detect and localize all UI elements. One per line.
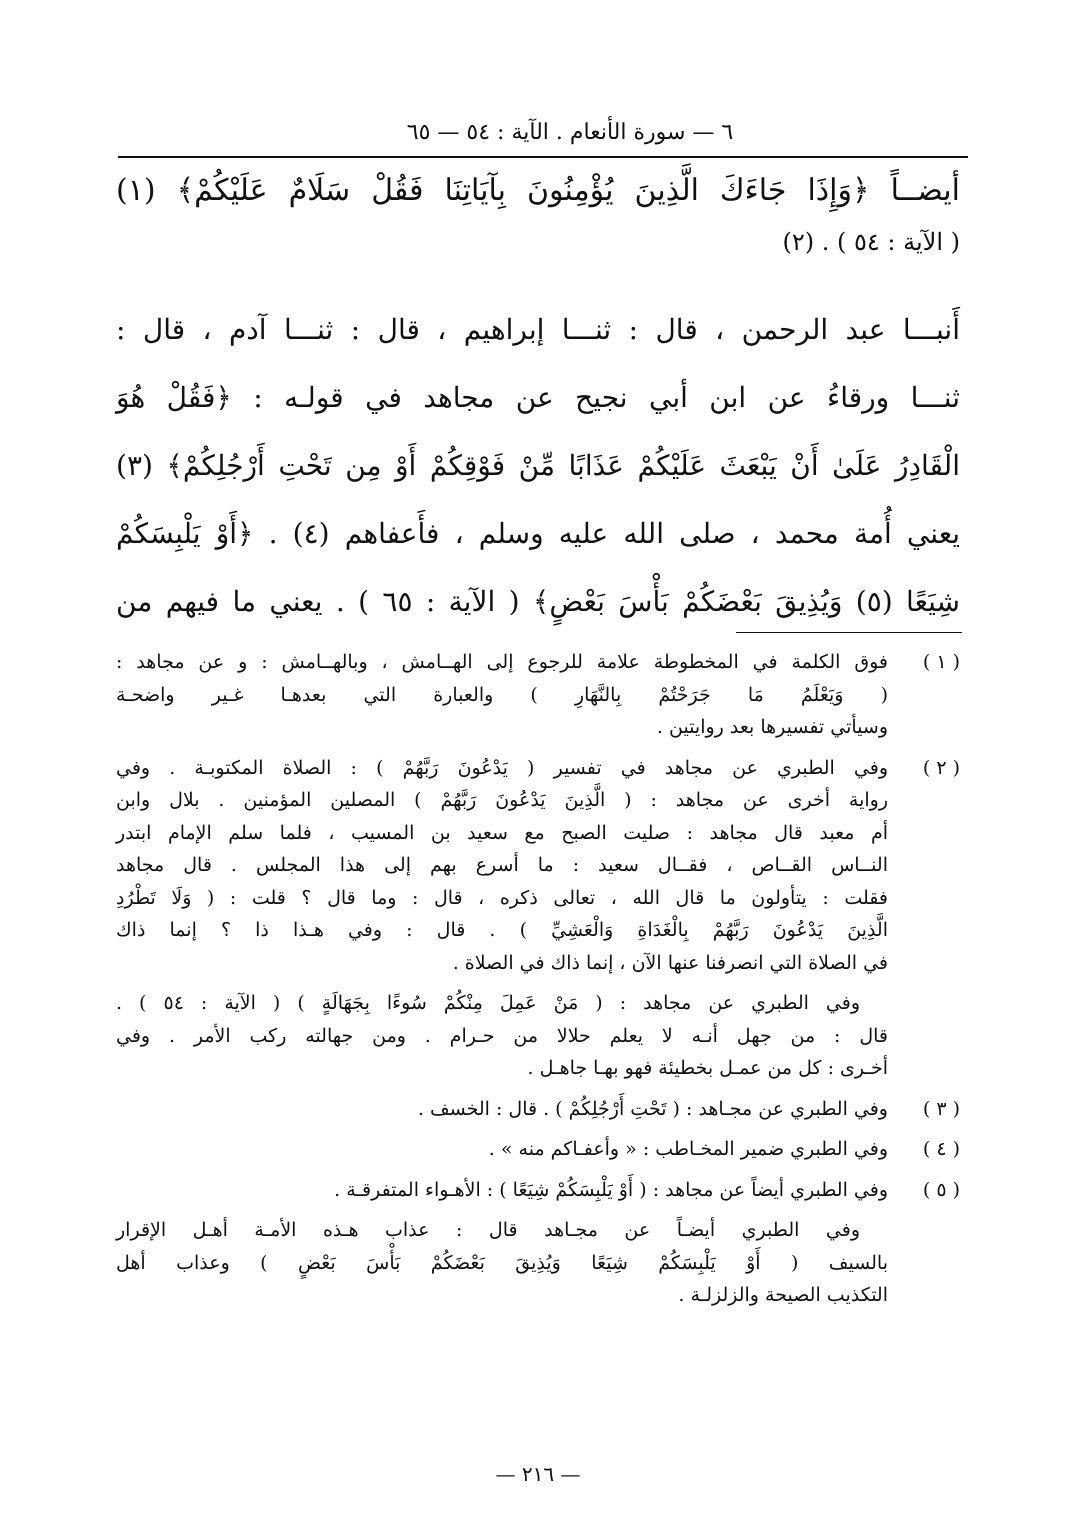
footnotes [116, 646, 960, 1320]
main-line: ( الآية : ٥٤ ) . (٢) [782, 228, 960, 256]
footnote-line: التكذيب الصيحة والزلزلـة . [678, 1284, 888, 1306]
footnote-line: وفي الطبري عن مجـاهد : ( تَحْتِ أَرْجُلِكُمْ ) . قال : الخسف . [417, 1097, 888, 1120]
footnote-continuation [116, 987, 960, 1085]
main-line: شِيَعًا (٥) وَيُذِيقَ بَعْضَكُمْ بَأْسَ بَعْضٍ﴾ ( الآية : ٦٥ ) . يعني ما فيهم من [116, 585, 961, 618]
main-line: ثنـــا ورقاءُ عن ابن أبي نجيح عن مجاهد في قولـه : ﴿فَقُلْ هُوَ [116, 381, 960, 414]
footnote-number: ( ٥ ) [922, 1178, 960, 1201]
footnote-line: في الصلاة التي انصرفنا عنها الآن ، إنما ذاك في الصلاة . [452, 951, 888, 974]
footnote-line: فقلت : يتأولون ما قال الله ، تعالى ذكره ، قال : وما قال ؟ قلت : ( وَلَا تَطْرُدِ [116, 886, 888, 909]
footnote-line: ( وَيَعْلَمُ مَا جَرَحْتُمْ بِالنَّهَارِ ) والعبارة التي بعدهـا غـير واضحـة [116, 683, 888, 706]
footnote-continuation [116, 1214, 960, 1312]
footnote [116, 1174, 960, 1207]
main-line: أَنبـــا عبد الرحمن ، قال : ثنـــا إبراهيم ، قال : ثنـــا آدم ، قال : [116, 313, 960, 346]
footnote-line: وفي الطبري عن مجاهد في تفسير ( يَدْعُونَ رَبَّهُمْ ) : الصلاة المكتوبـة . وفي [116, 756, 888, 779]
main-line: أيضــاً ﴿وَإِذَا جَاءَكَ الَّذِينَ يُؤْمِنُونَ بِآيَاتِنَا فَقُلْ سَلَامٌ عَلَيْكُمْ﴾ (١) [116, 173, 960, 208]
page-number: — ٢١٦ — [495, 1462, 581, 1486]
footnote-rule [736, 632, 962, 633]
footnote [116, 1093, 960, 1126]
header-rule [118, 156, 968, 158]
footnote-line: وفي الطبري أيضـاً عن مجـاهد قال : عذاب هـذه الأمـة أهـل الإقرار [116, 1219, 860, 1241]
footnote [116, 1133, 960, 1166]
main-line: يعني أُمة محمد ، صلى الله عليه وسلم ، فأَعفاهم (٤) . ﴿أَوْ يَلْبِسَكُمْ [116, 517, 960, 550]
footnote-line: وفي الطبري أيضاً عن مجاهد : ( أَوْ يَلْبِسَكُمْ شِيَعًا ) : الأهـواء المتفرقـة . [334, 1178, 888, 1201]
main-text [116, 160, 960, 636]
footnote [116, 752, 960, 980]
footnote-number: ( ١ ) [922, 651, 960, 673]
footnote-line: وفي الطبري ضمير المخـاطب : « وأعفـاكم منه » . [488, 1138, 888, 1160]
footnote [116, 646, 960, 744]
running-header: ٦ — سورة الأنعام . الآية : ٥٤ — ٦٥ [406, 120, 734, 145]
footnote-line: النــاس القــاص ، فقــال سعيد : ما أسرع بهم إلى هذا المجلس . قال مجاهد [116, 854, 888, 876]
footnote-line: فوق الكلمة في المخطوطة علامة للرجوع إلى الهــامش ، وبالهــامش : و عن مجاهد : [116, 651, 888, 673]
footnote-line: أم معبد قال مجاهد : صليت الصبح مع سعيد بن المسيب ، فلما سلم الإمام ابتدر [116, 821, 888, 844]
footnote-line: وفي الطبري عن مجاهد : ( مَنْ عَمِلَ مِنْكُمْ سُوءًا بِجَهَالَةٍ ) ( الآية : ٥٤ ) . [116, 992, 860, 1014]
footnote-line: بالسيف ( أَوْ يَلْبِسَكُمْ شِيَعًا وَيُذِيقَ بَعْضَكُمْ بَأْسَ بَعْضٍ ) وعذاب أهل [116, 1251, 888, 1274]
footnote-line: وسيأتي تفسيرها بعد روايتين . [656, 716, 888, 738]
footnote-line: قال : من جهل أنـه لا يعلم حلالا من حـرام . ومن جهالته ركب الأمر . وفي [116, 1024, 888, 1047]
footnote-line: الَّذِينَ يَدْعُونَ رَبَّهُمْ بِالْغَدَاةِ وَالْعَشِيِّ ) . قال : وفي هـذا ذا ؟ إنما ذاك [116, 919, 888, 941]
footnote-number: ( ٤ ) [922, 1138, 960, 1160]
footnote-number: ( ٣ ) [922, 1097, 960, 1120]
footnote-line: أخـرى : كل من عمـل بخطيئة فهو بهـا جاهـل . [527, 1057, 888, 1079]
footnote-line: رواية أخرى عن مجاهد : ( الَّذِينَ يَدْعُونَ رَبَّهُمْ ) المصلين المؤمنين . بلال وابن [116, 789, 888, 811]
footnote-number: ( ٢ ) [922, 756, 960, 779]
main-line: الْقَادِرُ عَلَىٰ أَنْ يَبْعَثَ عَلَيْكُمْ عَذَابًا مِّنْ فَوْقِكُمْ أَوْ مِن تَحْتِ أَرْجُلِكُمْ﴾ (٣) [116, 449, 960, 482]
